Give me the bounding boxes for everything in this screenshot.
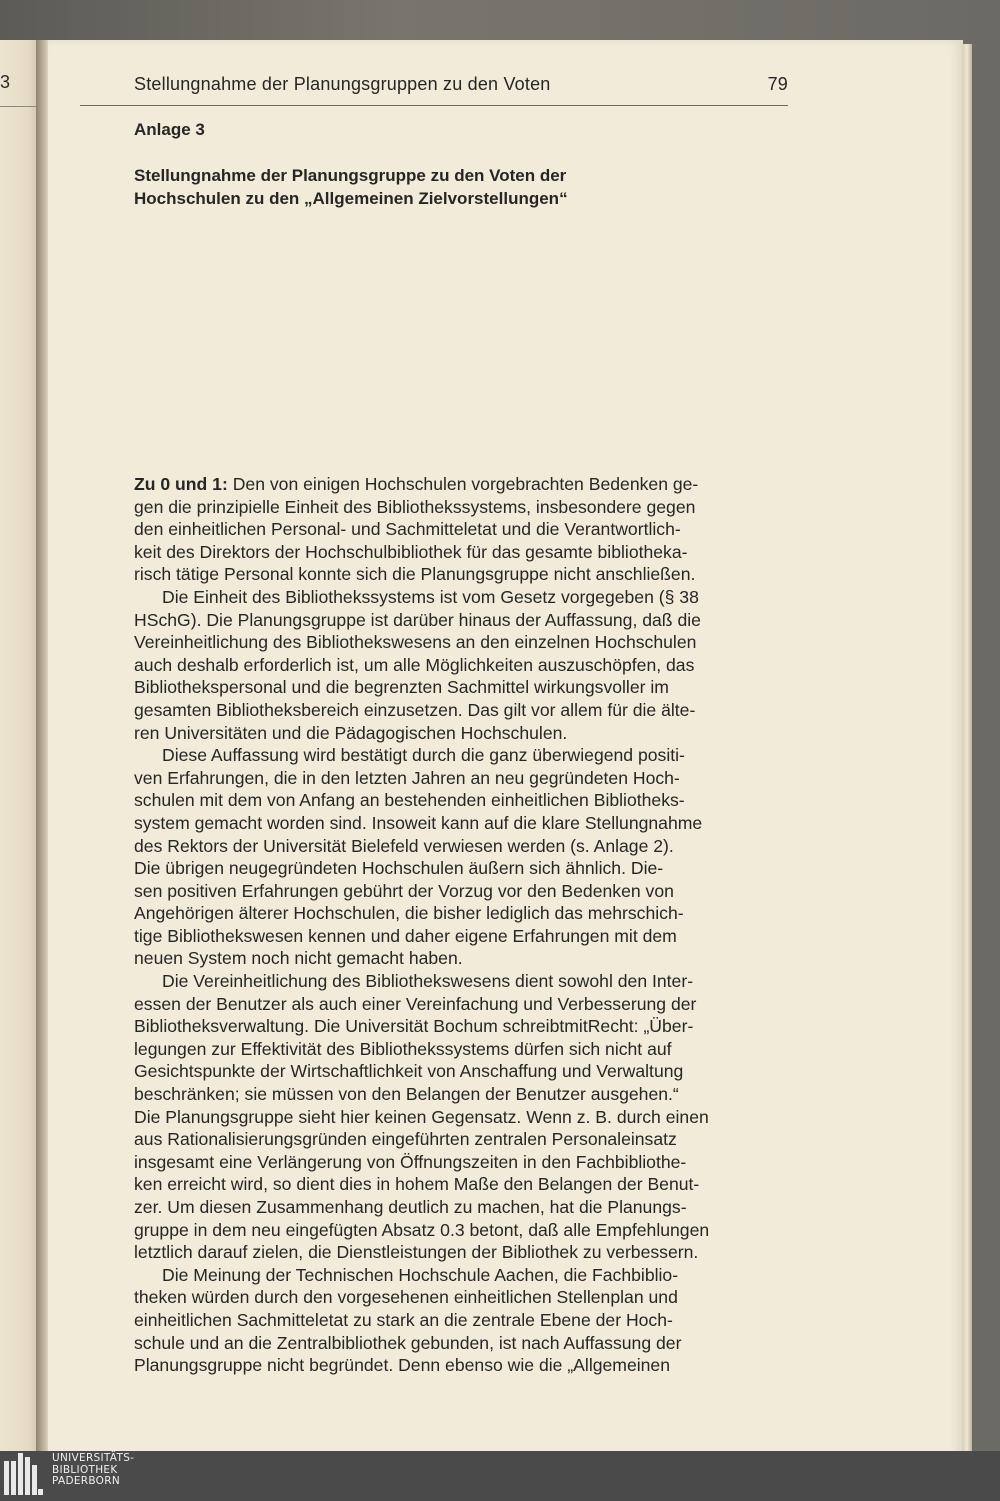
appendix-label: Anlage 3 bbox=[134, 120, 205, 139]
text-line: gen die prinzipielle Einheit des Bibliothekssystems, insbesondere gegen bbox=[134, 496, 696, 517]
text-line: theken würden durch den vorgesehenen einheitlichen Stellenplan und bbox=[134, 1287, 678, 1308]
header-rule bbox=[80, 105, 788, 106]
text-line: Bibliotheksverwaltung. Die Universität Bochum schreibtmitRecht: „Über- bbox=[134, 1016, 694, 1037]
footer-bar bbox=[0, 1451, 1000, 1501]
page-edge bbox=[962, 44, 972, 1458]
text-line: neuen System noch nicht gemacht haben. bbox=[134, 948, 463, 969]
text-line: ken erreicht wird, so dient dies in hohem Maße den Belangen der Benut- bbox=[134, 1174, 700, 1195]
text-line: aus Rationalisierungsgründen eingeführten zentralen Personaleinsatz bbox=[134, 1129, 677, 1150]
text-line: Bibliothekspersonal und die begrenzten Sachmittel wirkungsvoller im bbox=[134, 677, 669, 698]
text-line: gruppe in dem neu eingefügten Absatz 0.3 betont, daß alle Empfehlungen bbox=[134, 1219, 710, 1240]
text-line: legungen zur Effektivität des Bibliothekssystems dürfen sich nicht auf bbox=[134, 1038, 672, 1059]
text-line: keit des Direktors der Hochschulbibliothek für das gesamte bibliotheka- bbox=[134, 541, 688, 562]
left-page-fragment: 3 bbox=[0, 72, 11, 92]
body-text bbox=[134, 473, 794, 1377]
text-line: tige Bibliothekswesen kennen und daher eigene Erfahrungen mit dem bbox=[134, 925, 677, 946]
text-line: ren Universitäten und die Pädagogischen Hochschulen. bbox=[134, 722, 568, 743]
library-logo-icon bbox=[3, 1453, 43, 1499]
text-line: Die übrigen neugegründeten Hochschulen äußern sich ähnlich. Die- bbox=[134, 858, 664, 879]
page-number: 79 bbox=[767, 74, 788, 94]
text-line: system gemacht worden sind. Insoweit kann auf die klare Stellungnahme bbox=[134, 812, 703, 833]
text-line: Planungsgruppe nicht begründet. Denn ebenso wie die „Allgemeinen bbox=[134, 1355, 670, 1376]
text-line: auch deshalb erforderlich ist, um alle Möglichkeiten auszuschöpfen, das bbox=[134, 654, 695, 675]
text-line: Die Vereinheitlichung des Bibliothekswesens dient sowohl den Inter- bbox=[162, 971, 694, 992]
text-line: Zu 0 und 1: Den von einigen Hochschulen vorgebrachten Bedenken ge- bbox=[134, 474, 699, 494]
left-page-rule bbox=[0, 106, 36, 107]
text-line: Vereinheitlichung des Bibliothekswesens an den einzelnen Hochschulen bbox=[134, 632, 697, 653]
text-line: sen positiven Erfahrungen gebührt der Vorzug vor den Bedenken von bbox=[134, 880, 674, 901]
title-line: Hochschulen zu den „Allgemeinen Zielvorstellungen“ bbox=[134, 189, 568, 208]
text-line: einheitlichen Sachmitteletat zu stark an die zentrale Ebene der Hoch- bbox=[134, 1309, 673, 1330]
lead-label: Zu 0 und 1: bbox=[134, 474, 228, 494]
title-line: Stellungnahme der Planungsgruppe zu den Voten der bbox=[134, 166, 567, 185]
text-line: gesamten Bibliotheksbereich einzusetzen. Das gilt vor allem für die älte- bbox=[134, 699, 696, 720]
text-line: schule und an die Zentralbibliothek gebunden, ist nach Auffassung der bbox=[134, 1332, 682, 1353]
text-line: letztlich darauf zielen, die Dienstleistungen der Bibliothek zu verbessern. bbox=[134, 1242, 699, 1263]
running-head bbox=[134, 74, 790, 95]
text-line: Diese Auffassung wird bestätigt durch die ganz überwiegend positi- bbox=[162, 745, 685, 766]
text-line: risch tätige Personal konnte sich die Planungsgruppe nicht anschließen. bbox=[134, 564, 696, 585]
left-page-edge bbox=[0, 40, 40, 1460]
text-line: HSchG). Die Planungsgruppe ist darüber hinaus der Auffassung, daß die bbox=[134, 609, 701, 630]
text-line: ven Erfahrungen, die in den letzten Jahren an neu gegründeten Hoch- bbox=[134, 767, 680, 788]
text-line: Gesichtspunkte der Wirtschaftlichkeit von Anschaffung und Verwaltung bbox=[134, 1061, 684, 1082]
text-line: den einheitlichen Personal- und Sachmitteletat und die Verantwortlich- bbox=[134, 519, 681, 540]
text-line: Angehörigen älterer Hochschulen, die bisher lediglich das mehrschich- bbox=[134, 903, 684, 924]
running-head-title: Stellungnahme der Planungsgruppen zu den Voten bbox=[134, 74, 551, 94]
text-line: insgesamt eine Verlängerung von Öffnungszeiten in den Fachbibliothe- bbox=[134, 1151, 687, 1172]
text-line: beschränken; sie müssen von den Belangen der Benutzer ausgehen.“ bbox=[134, 1084, 679, 1105]
document-title bbox=[134, 164, 754, 210]
text-line: essen der Benutzer als auch einer Vereinfachung und Verbesserung der bbox=[134, 993, 697, 1014]
text-line: Die Planungsgruppe sieht hier keinen Gegensatz. Wenn z. B. durch einen bbox=[134, 1106, 709, 1127]
text-line: Die Meinung der Technischen Hochschule Aachen, die Fachbiblio- bbox=[162, 1264, 679, 1285]
text-line: des Rektors der Universität Bielefeld verwiesen werden (s. Anlage 2). bbox=[134, 835, 674, 856]
text-line: schulen mit dem von Anfang an bestehenden einheitlichen Bibliotheks- bbox=[134, 790, 685, 811]
text-line: Die Einheit des Bibliothekssystems ist vom Gesetz vorgegeben (§ 38 bbox=[162, 586, 699, 607]
library-logo-text: UNIVERSITÄTS- BIBLIOTHEK PADERBORN bbox=[52, 1452, 135, 1487]
text-line: zer. Um diesen Zusammenhang deutlich zu machen, hat die Planungs- bbox=[134, 1197, 687, 1217]
